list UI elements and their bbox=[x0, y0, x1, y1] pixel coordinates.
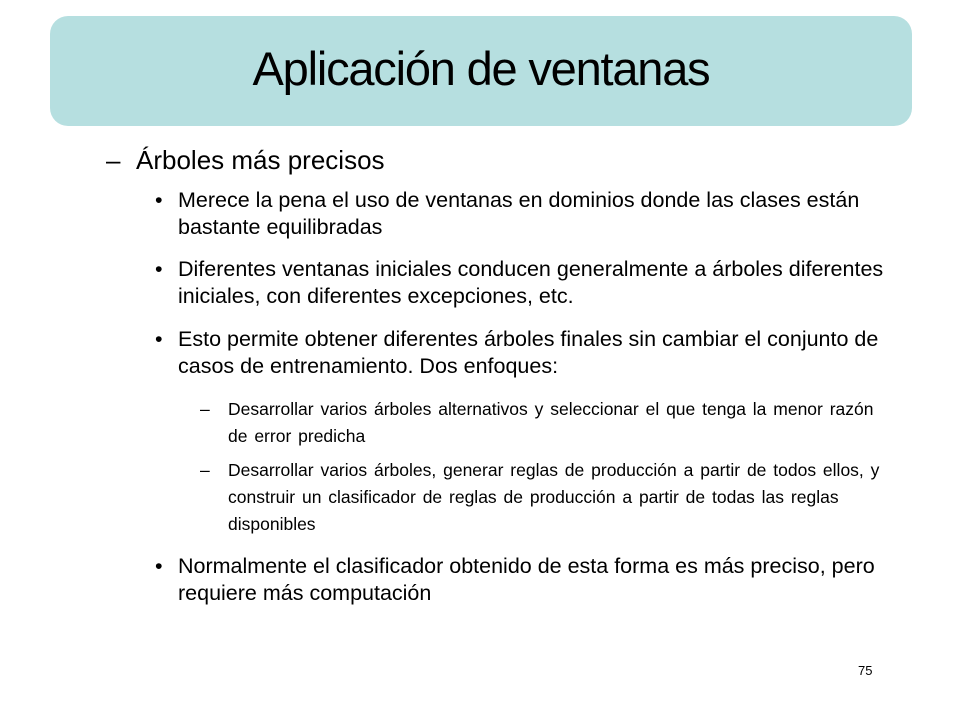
bullet-item bbox=[155, 187, 915, 241]
heading-text: Árboles más precisos bbox=[136, 145, 385, 175]
sub-bullet-item bbox=[200, 396, 880, 450]
title-banner bbox=[50, 16, 912, 126]
page-number: 75 bbox=[858, 663, 873, 678]
bullet-item bbox=[155, 256, 915, 310]
bullet-text: Normalmente el clasificador obtenido de esta forma es más preciso, pero requiere más computación bbox=[178, 554, 875, 605]
heading-dash-marker: – bbox=[106, 145, 121, 175]
bullet-text: Esto permite obtener diferentes árboles finales sin cambiar el conjunto de casos de entrenamiento. Dos enfoques: bbox=[178, 327, 879, 378]
sub-bullet-marker: – bbox=[200, 460, 210, 480]
sub-bullet-text: Desarrollar varios árboles, generar reglas de producción a partir de todos ellos, y construir un clasificador de reglas de producción a partir de todas las reglas disponibles bbox=[228, 460, 880, 534]
bullet-text: Merece la pena el uso de ventanas en dominios donde las clases están bastante equilibradas bbox=[178, 188, 860, 239]
bullet-marker: • bbox=[155, 554, 163, 578]
bullet-marker: • bbox=[155, 257, 163, 281]
bullet-item bbox=[155, 553, 915, 607]
sub-bullet-text: Desarrollar varios árboles alternativos y seleccionar el que tenga la menor razón de error predicha bbox=[228, 399, 874, 446]
bullet-item bbox=[155, 326, 915, 380]
bullet-text: Diferentes ventanas iniciales conducen generalmente a árboles diferentes iniciales, con diferentes excepciones, etc. bbox=[178, 257, 884, 308]
slide-title: Aplicación de ventanas bbox=[252, 42, 710, 95]
sub-bullet-item bbox=[200, 457, 880, 538]
section-heading bbox=[106, 144, 385, 176]
bullet-marker: • bbox=[155, 327, 163, 351]
sub-bullet-marker: – bbox=[200, 399, 210, 419]
bullet-marker: • bbox=[155, 188, 163, 212]
